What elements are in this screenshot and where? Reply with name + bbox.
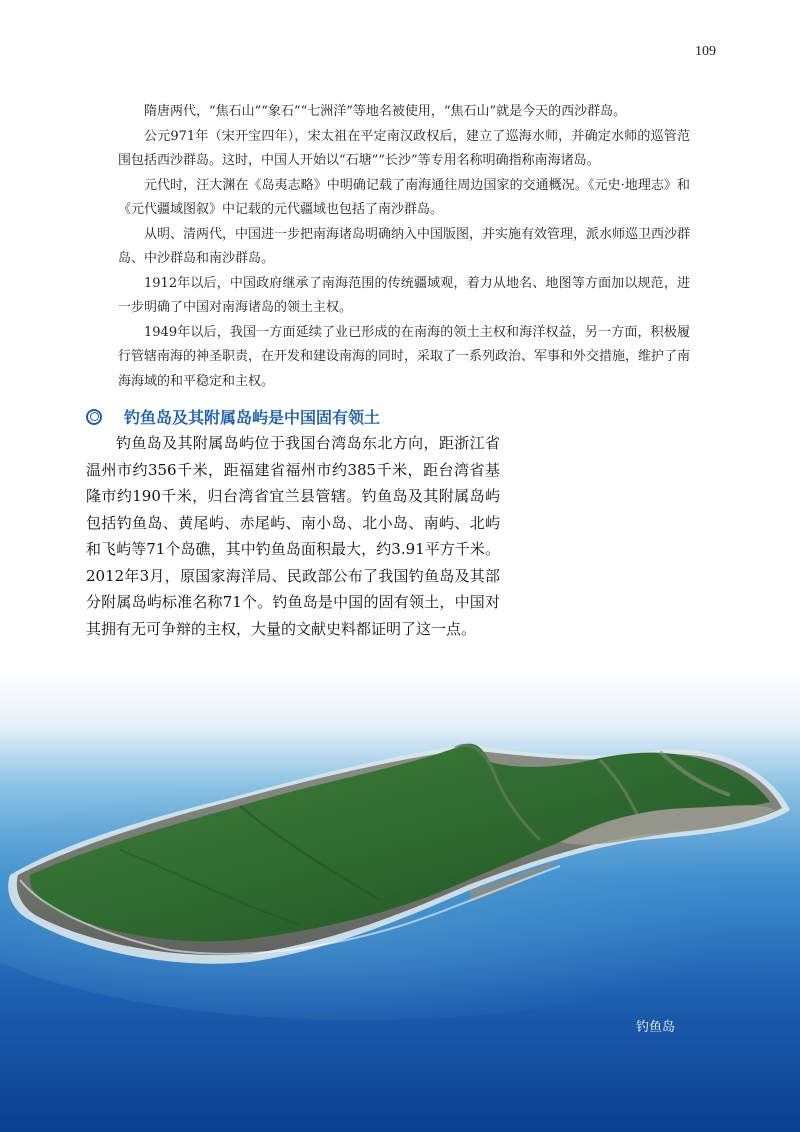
section-body [86, 430, 500, 642]
diaoyu-island-photo [0, 670, 800, 1132]
photo-caption: 钓鱼岛 [636, 1020, 676, 1035]
paragraph: 钓鱼岛及其附属岛屿位于我国台湾岛东北方向，距浙江省温州市约356千米，距福建省福州市约385千米，距台湾省基隆市约190千米，归台湾省宜兰县管辖。钓鱼岛及其附属岛屿包括钓鱼岛、黄尾屿、赤尾屿、南小岛、北小岛、南屿、北屿和飞屿等71个岛礁，其中钓鱼岛面积最大，约3.91平方千米。2012年3月，原国家海洋局、民政部公布了我国钓鱼岛及其部分附属岛屿标准名称71个。钓鱼岛是中国的固有领土，中国对其拥有无可争辩的主权，大量的文献史料都证明了这一点。 [86, 434, 500, 638]
section-title: 钓鱼岛及其附属岛屿是中国固有领土 [124, 408, 381, 427]
page-number: 109 [695, 44, 716, 59]
paragraph: 1912年以后，中国政府继承了南海范围的传统疆域观，着力从地名、地图等方面加以规范，进一步明确了中国对南海诸岛的领土主权。 [118, 275, 690, 315]
paragraph: 隋唐两代，“焦石山”“象石”“七洲洋”等地名被使用，“焦石山”就是今天的西沙群岛。 [144, 104, 627, 119]
section-heading [86, 405, 380, 428]
history-text-block [118, 100, 690, 394]
paragraph: 从明、清两代，中国进一步把南海诸岛明确纳入中国版图，并实施有效管理，派水师巡卫西沙群岛、中沙群岛和南沙群岛。 [118, 226, 691, 266]
paragraph: 1949年以后，我国一方面延续了业已形成的在南海的领土主权和海洋权益，另一方面，积极履行管辖南海的神圣职责，在开发和建设南海的同时，采取了一系列政治、军事和外交措施，维护了南海海域的和平稳定和主权。 [118, 324, 691, 389]
paragraph: 元代时，汪大渊在《岛夷志略》中明确记载了南海通往周边国家的交通概况。《元史·地理志》和《元代疆域图叙》中记载的元代疆域也包括了南沙群岛。 [118, 177, 690, 217]
circle-bullet-icon [86, 409, 102, 425]
paragraph: 公元971年（宋开宝四年），宋太祖在平定南汉政权后，建立了巡海水师，并确定水师的巡管范围包括西沙群岛。这时，中国人开始以“石塘”“长沙”等专用名称明确指称南海诸岛。 [118, 128, 690, 168]
